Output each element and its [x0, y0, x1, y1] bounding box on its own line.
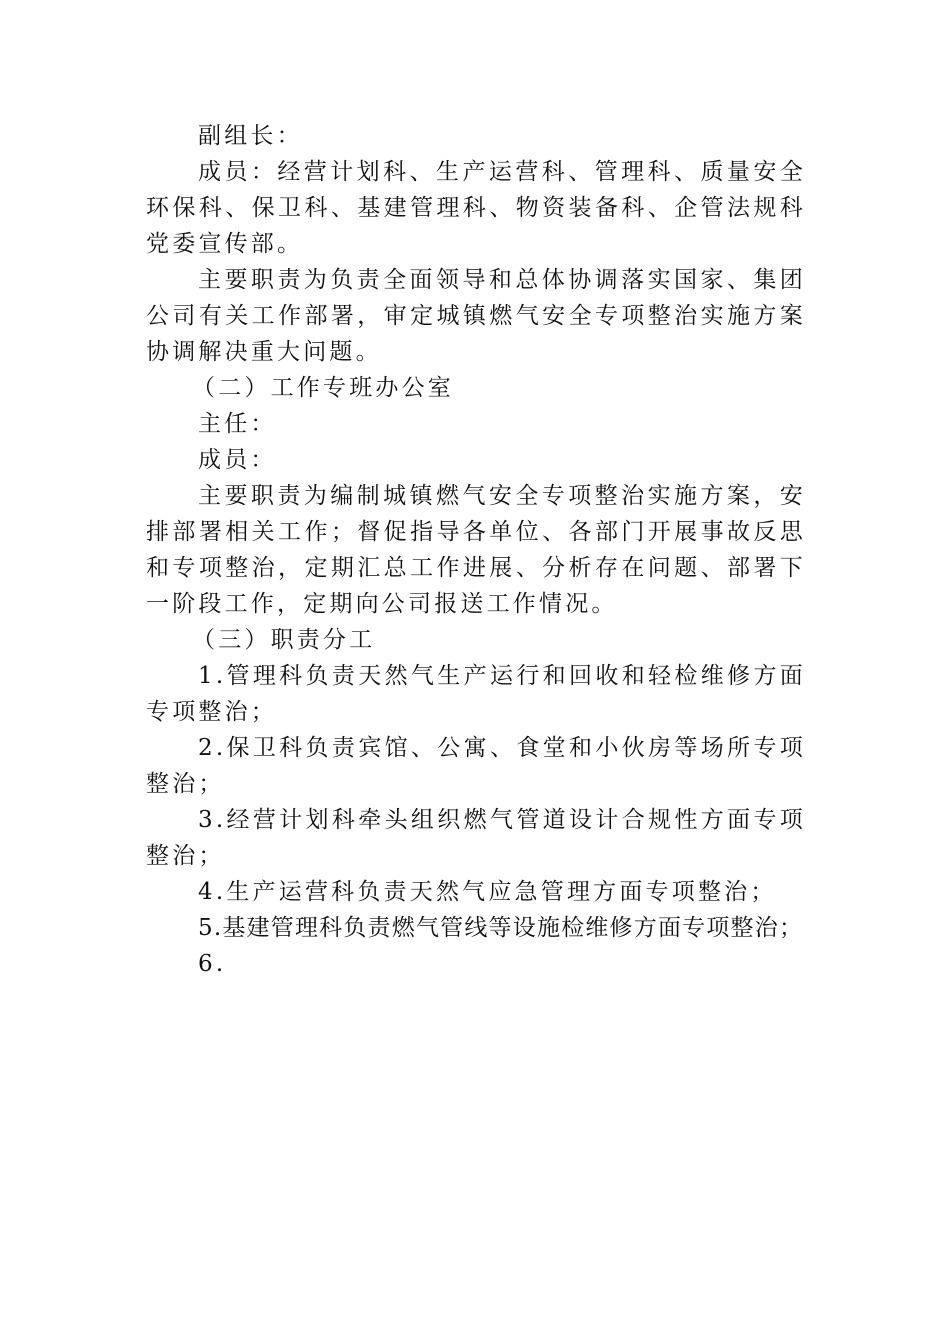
deputy-leader-line: 副组长：: [198, 123, 303, 149]
division-item-3: 3.经营计划科牵头组织燃气管道设计合规性方面专项整治；: [146, 807, 806, 869]
division-item-2: 2.保卫科负责宾馆、公寓、食堂和小伙房等场所专项整治；: [146, 735, 806, 797]
members-line: 成员：经营计划科、生产运营科、管理科、质量安全环保科、保卫科、基建管理科、物资装备科、企管法规科党委宣传部。: [146, 159, 806, 257]
office-director-line: 主任：: [198, 411, 277, 437]
leadership-duties-paragraph: 主要职责为负责全面领导和总体协调落实国家、集团公司有关工作部署，审定城镇燃气安全专项整治实施方案协调解决重大问题。: [146, 267, 806, 365]
division-item-6: 6.: [198, 951, 227, 977]
document-page: [146, 118, 806, 982]
section-heading-office: （二）工作专班办公室: [192, 375, 454, 401]
office-members-line: 成员：: [198, 447, 277, 473]
section-heading-division: （三）职责分工: [192, 627, 376, 653]
office-duties-paragraph: 主要职责为编制城镇燃气安全专项整治实施方案，安排部署相关工作；督促指导各单位、各部门开展事故反思和专项整治，定期汇总工作进展、分析存在问题、部署下一阶段工作，定期向公司报送工作情况。: [146, 483, 806, 617]
division-item-5: 5.基建管理科负责燃气管线等设施检维修方面专项整治；: [198, 915, 804, 941]
division-item-4: 4.生产运营科负责天然气应急管理方面专项整治；: [198, 879, 777, 905]
division-item-1: 1.管理科负责天然气生产运行和回收和轻检维修方面专项整治；: [146, 663, 806, 725]
